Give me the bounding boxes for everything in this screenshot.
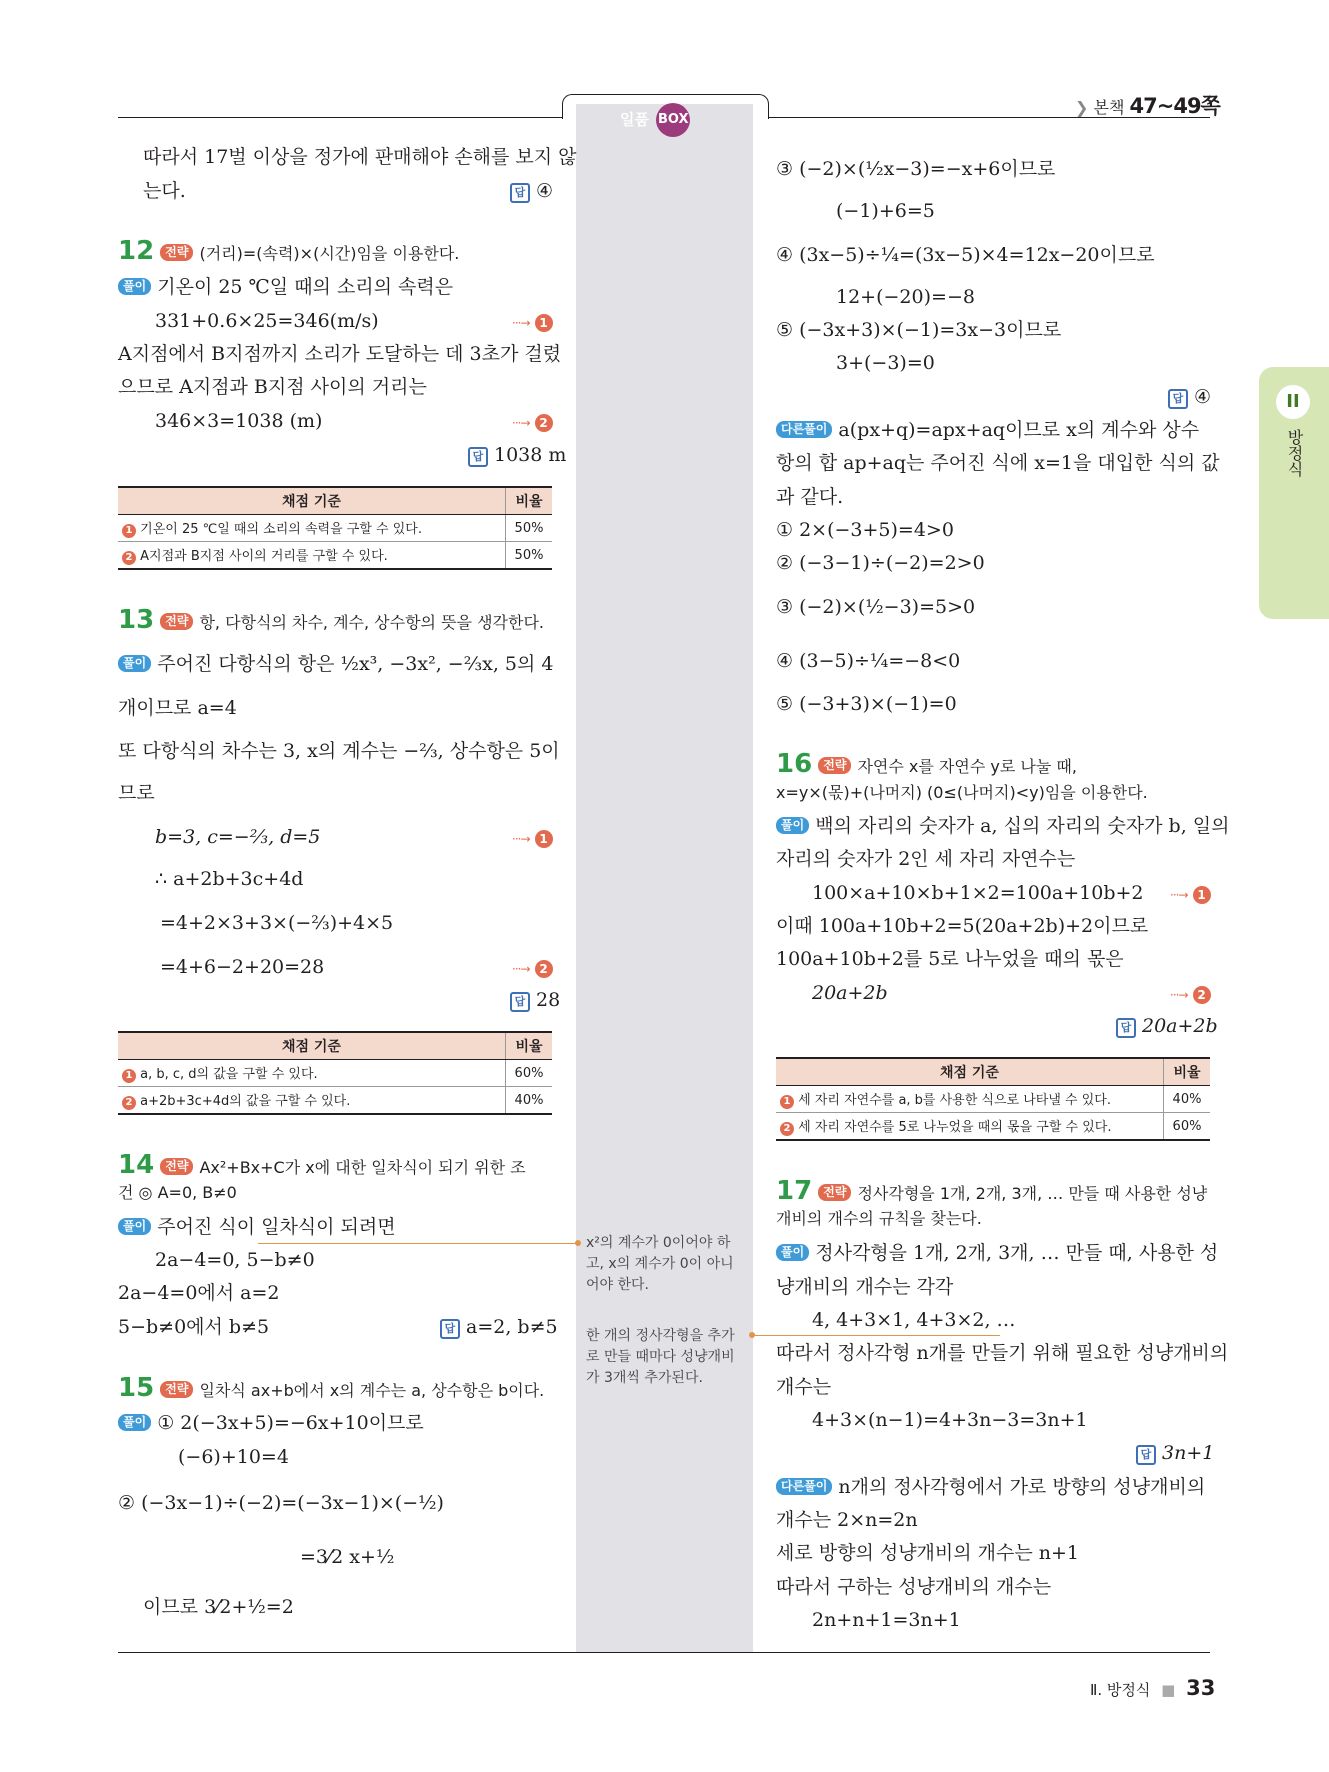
footer-separator: ■ (1161, 1681, 1176, 1699)
solution-tag: 풀이 (118, 1218, 151, 1235)
ratio-head: 비율 (506, 1032, 553, 1060)
middle-bar (576, 104, 753, 1652)
p16-line-3: 100×a+10×b+1×2=100a+10b+2 (812, 882, 1144, 904)
p17-line-6: 4+3×(n−1)=4+3n−3=3n+1 (812, 1409, 1088, 1431)
p13-line-2: 개이므로 a=4 (118, 697, 237, 719)
p12-line-2: 331+0.6×25=346(m/s) (155, 310, 379, 332)
solution-tag: 풀이 (118, 278, 151, 295)
problem-number: 12 (118, 236, 155, 266)
chevron-right-icon: ❯ (1075, 98, 1089, 117)
p13-answer-value: 28 (536, 989, 561, 1011)
p15-line-2: (−6)+10=4 (178, 1446, 289, 1468)
p13-answer (510, 987, 560, 1013)
p16-l1: 백의 자리의 숫자가 a, 십의 자리의 숫자가 b, 일의 (815, 815, 1230, 837)
strategy-text: 일차식 ax+b에서 x의 계수는 a, 상수항은 b이다. (199, 1381, 545, 1400)
dotted-arrow-icon: ···→ (512, 316, 530, 330)
ratio-head: 비율 (506, 487, 553, 515)
strategy-text: 자연수 x를 자연수 y로 나눌 때, (857, 757, 1077, 776)
p15-line-1 (118, 1410, 424, 1436)
step-1-badge: 1 (1193, 886, 1211, 904)
alt-line-8: ⑤ (−3+3)×(−1)=0 (776, 693, 957, 715)
p14-line-2: 2a−4=0, 5−b≠0 (155, 1249, 315, 1271)
intro-line-2: 는다. (143, 180, 186, 202)
ratio-head: 비율 (1164, 1058, 1211, 1086)
note-leader-line-1 (258, 1243, 578, 1244)
solution-tag: 풀이 (118, 655, 151, 672)
alt-line-7: ④ (3−5)÷¼=−8<0 (776, 650, 961, 672)
criteria-row (118, 1087, 506, 1115)
solution-tag: 풀이 (776, 1244, 809, 1261)
p17-line-2: 냥개비의 개수는 각각 (776, 1276, 954, 1298)
p17-strategy-2: 개비의 개수의 규칙을 찾는다. (776, 1209, 982, 1228)
mark-1 (1170, 884, 1211, 904)
ratio-cell: 40% (506, 1087, 553, 1115)
p15-line-5: 이므로 3⁄2+½=2 (143, 1596, 294, 1618)
p15-answer (1168, 384, 1211, 410)
p17-alt-line-3: 세로 방향의 성냥개비의 개수는 n+1 (776, 1542, 1080, 1564)
answer-icon: 답 (1116, 1018, 1136, 1038)
answer-icon: 답 (510, 992, 530, 1012)
criteria-row (118, 1060, 506, 1087)
strategy-tag: 전략 (818, 1184, 851, 1201)
p17-line-1 (776, 1240, 1218, 1266)
answer-icon: 답 (1168, 389, 1188, 409)
p12-line-4: 으므로 A지점과 B지점 사이의 거리는 (118, 376, 427, 398)
p16-line-4: 이때 100a+10b+2=5(20a+2b)+2이므로 (776, 915, 1149, 937)
p17-alt1: n개의 정사각형에서 가로 방향의 성냥개비의 (838, 1476, 1206, 1498)
p14-line-3: 2a−4=0에서 a=2 (118, 1282, 280, 1304)
strategy-tag: 전략 (160, 1381, 193, 1398)
p17-answer-value: 3n+1 (1162, 1442, 1215, 1464)
step-2-badge: 2 (122, 1096, 136, 1110)
p13-line-3: 또 다항식의 차수는 3, x의 계수는 −⅔, 상수항은 5이 (118, 740, 560, 762)
p13-line-1 (118, 651, 554, 677)
ref-label: 본책 (1093, 98, 1125, 117)
step-1-badge: 1 (122, 524, 136, 538)
p17-line-4: 따라서 정사각형 n개를 만들기 위해 필요한 성냥개비의 (776, 1342, 1229, 1364)
p14-strategy-2: 건 ◎ A=0, B≠0 (118, 1183, 237, 1202)
p14-line-4: 5−b≠0에서 b≠5 (118, 1316, 270, 1338)
problem-number: 14 (118, 1150, 155, 1180)
p13-line-4: 므로 (118, 782, 155, 804)
p17-l1: 정사각형을 1개, 2개, 3개, … 만들 때, 사용한 성 (815, 1242, 1219, 1264)
footer (1090, 1676, 1215, 1700)
mark-1 (512, 312, 553, 332)
problem-number: 17 (776, 1176, 813, 1206)
p13-line-5: b=3, c=−⅔, d=5 (155, 826, 321, 848)
p17-answer (1136, 1440, 1214, 1466)
dotted-arrow-icon: ···→ (1170, 888, 1188, 902)
p13-l1: 주어진 다항식의 항은 ½x³, −3x², −⅔x, 5의 4 (157, 653, 554, 675)
p17-alt-line-4: 따라서 구하는 성냥개비의 개수는 (776, 1576, 1052, 1598)
p13-line-8: =4+6−2+20=28 (160, 956, 325, 978)
criteria-row (776, 1113, 1164, 1141)
step-1-badge: 1 (122, 1069, 136, 1083)
box-badge: BOX (656, 103, 690, 137)
footer-rule (118, 1652, 1210, 1653)
strategy-text: 정사각형을 1개, 2개, 3개, … 만들 때 사용한 성냥 (857, 1184, 1208, 1203)
p15-line-4: =3⁄2 x+½ (300, 1546, 395, 1568)
p12-criteria-table (118, 486, 552, 570)
p14-answer (440, 1314, 558, 1340)
problem-16-header (776, 751, 1077, 780)
p13-criteria-table (118, 1031, 552, 1115)
intro-answer (510, 178, 553, 204)
problem-number: 15 (118, 1373, 155, 1403)
problem-15-header (118, 1375, 544, 1404)
criteria-head: 채점 기준 (118, 487, 506, 515)
p16-strategy-2: x=y×(몫)+(나머지) (0≤(나머지)<y)임을 이용한다. (776, 783, 1148, 802)
dotted-arrow-icon: ···→ (512, 962, 530, 976)
mark-1 (512, 828, 553, 848)
mark-2 (512, 958, 553, 978)
problem-17-header (776, 1178, 1207, 1207)
p12-line-1 (118, 274, 453, 300)
problem-13-header (118, 607, 544, 636)
ref-pages: 47~49쪽 (1129, 94, 1220, 118)
r-line-5: ⑤ (−3x+3)×(−1)=3x−3이므로 (776, 319, 1062, 341)
p12-answer-value: 1038 m (494, 444, 567, 466)
p17-alt-line-1 (776, 1474, 1205, 1500)
box-label-text: 일품 (620, 110, 649, 129)
mark-2 (512, 412, 553, 432)
alt-line-2: 항의 합 ap+aq는 주어진 식에 x=1을 대입한 식의 값 (776, 452, 1220, 474)
strategy-text: 항, 다항식의 차수, 계수, 상수항의 뜻을 생각한다. (199, 613, 544, 632)
criteria-row (118, 542, 506, 570)
p12-l1: 기온이 25 ℃일 때의 소리의 속력은 (157, 276, 454, 298)
side-note-1: x²의 계수가 0이어야 하고, x의 계수가 0이 아니어야 한다. (586, 1235, 734, 1293)
ratio-cell: 60% (506, 1060, 553, 1087)
p13-line-6: ∴ a+2b+3c+4d (155, 868, 304, 890)
p16-criteria-table (776, 1057, 1210, 1141)
strategy-text: (거리)=(속력)×(시간)임을 이용한다. (199, 244, 460, 263)
p16-answer-value: 20a+2b (1142, 1015, 1218, 1037)
dotted-arrow-icon: ···→ (1170, 988, 1188, 1002)
ratio-cell: 40% (1164, 1086, 1211, 1113)
chapter-label: 방정식 (1285, 429, 1304, 477)
answer-icon: 답 (510, 183, 530, 203)
solution-tag: 풀이 (118, 1414, 151, 1431)
step-2-badge: 2 (1193, 986, 1211, 1004)
strategy-tag: 전략 (160, 613, 193, 630)
step-1-badge: 1 (535, 830, 553, 848)
p16-line-1 (776, 813, 1230, 839)
step-2-badge: 2 (535, 414, 553, 432)
p14-line-1 (118, 1214, 396, 1240)
strategy-tag: 전략 (818, 757, 851, 774)
page-number: 33 (1186, 1676, 1216, 1700)
alt-line-4: ① 2×(−3+5)=4>0 (776, 519, 954, 541)
problem-number: 13 (118, 605, 155, 635)
note-leader-line-2 (752, 1335, 1000, 1336)
step-2-badge: 2 (535, 960, 553, 978)
r-line-1: ③ (−2)×(½x−3)=−x+6이므로 (776, 158, 1056, 180)
p13-line-7: =4+2×3+3×(−⅔)+4×5 (160, 912, 394, 934)
criteria-text: a+2b+3c+4d의 값을 구할 수 있다. (140, 1094, 351, 1109)
dotted-arrow-icon: ···→ (512, 832, 530, 846)
ratio-cell: 50% (506, 542, 553, 570)
p16-line-2: 자리의 숫자가 2인 세 자리 자연수는 (776, 848, 1076, 870)
p12-line-5: 346×3=1038 (m) (155, 410, 323, 432)
p16-answer (1116, 1013, 1218, 1039)
page-reference (1075, 90, 1220, 120)
chapter-side-tab (1259, 367, 1329, 619)
strategy-text: Ax²+Bx+C가 x에 대한 일차식이 되기 위한 조 (199, 1158, 526, 1177)
r-line-6: 3+(−3)=0 (836, 352, 935, 374)
answer-icon: 답 (468, 447, 488, 467)
answer-icon: 답 (1136, 1445, 1156, 1465)
p12-line-3: A지점에서 B지점까지 소리가 도달하는 데 3초가 걸렸 (118, 343, 562, 365)
footer-chapter: Ⅱ. 방정식 (1090, 1681, 1151, 1699)
p17-alt-line-5: 2n+n+1=3n+1 (812, 1609, 961, 1631)
problem-12-header (118, 238, 459, 267)
p15-line-3: ② (−3x−1)÷(−2)=(−3x−1)×(−½) (118, 1492, 444, 1514)
criteria-text: 세 자리 자연수를 a, b를 사용한 식으로 나타낼 수 있다. (798, 1093, 1111, 1108)
p17-alt-line-2: 개수는 2×n=2n (776, 1509, 918, 1531)
note-leader-dot-2 (749, 1332, 755, 1338)
criteria-row (118, 515, 506, 542)
solution-tag: 풀이 (776, 817, 809, 834)
dotted-arrow-icon: ···→ (512, 416, 530, 430)
side-note-2: 한 개의 정사각형을 추가로 만들 때마다 성냥개비가 3개씩 추가된다. (586, 1328, 735, 1386)
criteria-text: 세 자리 자연수를 5로 나누었을 때의 몫을 구할 수 있다. (798, 1120, 1112, 1135)
alt-l1: a(px+q)=apx+aq이므로 x의 계수와 상수 (838, 419, 1200, 441)
alt-solution-tag: 다른풀이 (776, 1478, 832, 1495)
p17-line-3: 4, 4+3×1, 4+3×2, … (812, 1309, 1016, 1331)
step-1-badge: 1 (535, 314, 553, 332)
problem-number: 16 (776, 749, 813, 779)
p12-answer (468, 442, 566, 468)
alt-line-6: ③ (−2)×(½−3)=5>0 (776, 596, 976, 618)
criteria-row (776, 1086, 1164, 1113)
mark-2 (1170, 984, 1211, 1004)
ratio-cell: 60% (1164, 1113, 1211, 1141)
intro-answer-value: ④ (536, 180, 554, 202)
ratio-cell: 50% (506, 515, 553, 542)
p15-l1: ① 2(−3x+5)=−6x+10이므로 (157, 1412, 424, 1434)
criteria-text: 기온이 25 ℃일 때의 소리의 속력을 구할 수 있다. (140, 522, 422, 537)
p14-answer-value: a=2, b≠5 (466, 1316, 558, 1338)
alt-line-5: ② (−3−1)÷(−2)=2>0 (776, 552, 985, 574)
strategy-tag: 전략 (160, 244, 193, 261)
p14-l1: 주어진 식이 일차식이 되려면 (157, 1216, 396, 1238)
note-leader-dot-1 (575, 1240, 581, 1246)
alt-line-3: 과 같다. (776, 486, 844, 508)
step-2-badge: 2 (122, 551, 136, 565)
box-label (620, 103, 690, 137)
alt-solution-tag: 다른풀이 (776, 421, 832, 438)
r-line-2: (−1)+6=5 (836, 200, 935, 222)
answer-icon: 답 (440, 1319, 460, 1339)
criteria-text: A지점과 B지점 사이의 거리를 구할 수 있다. (140, 549, 388, 564)
step-1-badge: 1 (780, 1095, 794, 1109)
p16-line-5: 100a+10b+2를 5로 나누었을 때의 몫은 (776, 948, 1124, 970)
chapter-roman: II (1276, 385, 1310, 419)
criteria-head: 채점 기준 (776, 1058, 1164, 1086)
alt-line-1 (776, 417, 1199, 443)
r-line-3: ④ (3x−5)÷¼=(3x−5)×4=12x−20이므로 (776, 244, 1155, 266)
p17-line-5: 개수는 (776, 1376, 832, 1398)
criteria-text: a, b, c, d의 값을 구할 수 있다. (140, 1067, 318, 1082)
p16-line-6: 20a+2b (812, 982, 888, 1004)
step-2-badge: 2 (780, 1122, 794, 1136)
problem-14-header (118, 1152, 526, 1181)
intro-line-1: 따라서 17벌 이상을 정가에 판매해야 손해를 보지 않 (143, 146, 577, 168)
p15-answer-value: ④ (1194, 386, 1212, 408)
r-line-4: 12+(−20)=−8 (836, 286, 975, 308)
strategy-tag: 전략 (160, 1158, 193, 1175)
criteria-head: 채점 기준 (118, 1032, 506, 1060)
header-rule-left (118, 117, 564, 118)
